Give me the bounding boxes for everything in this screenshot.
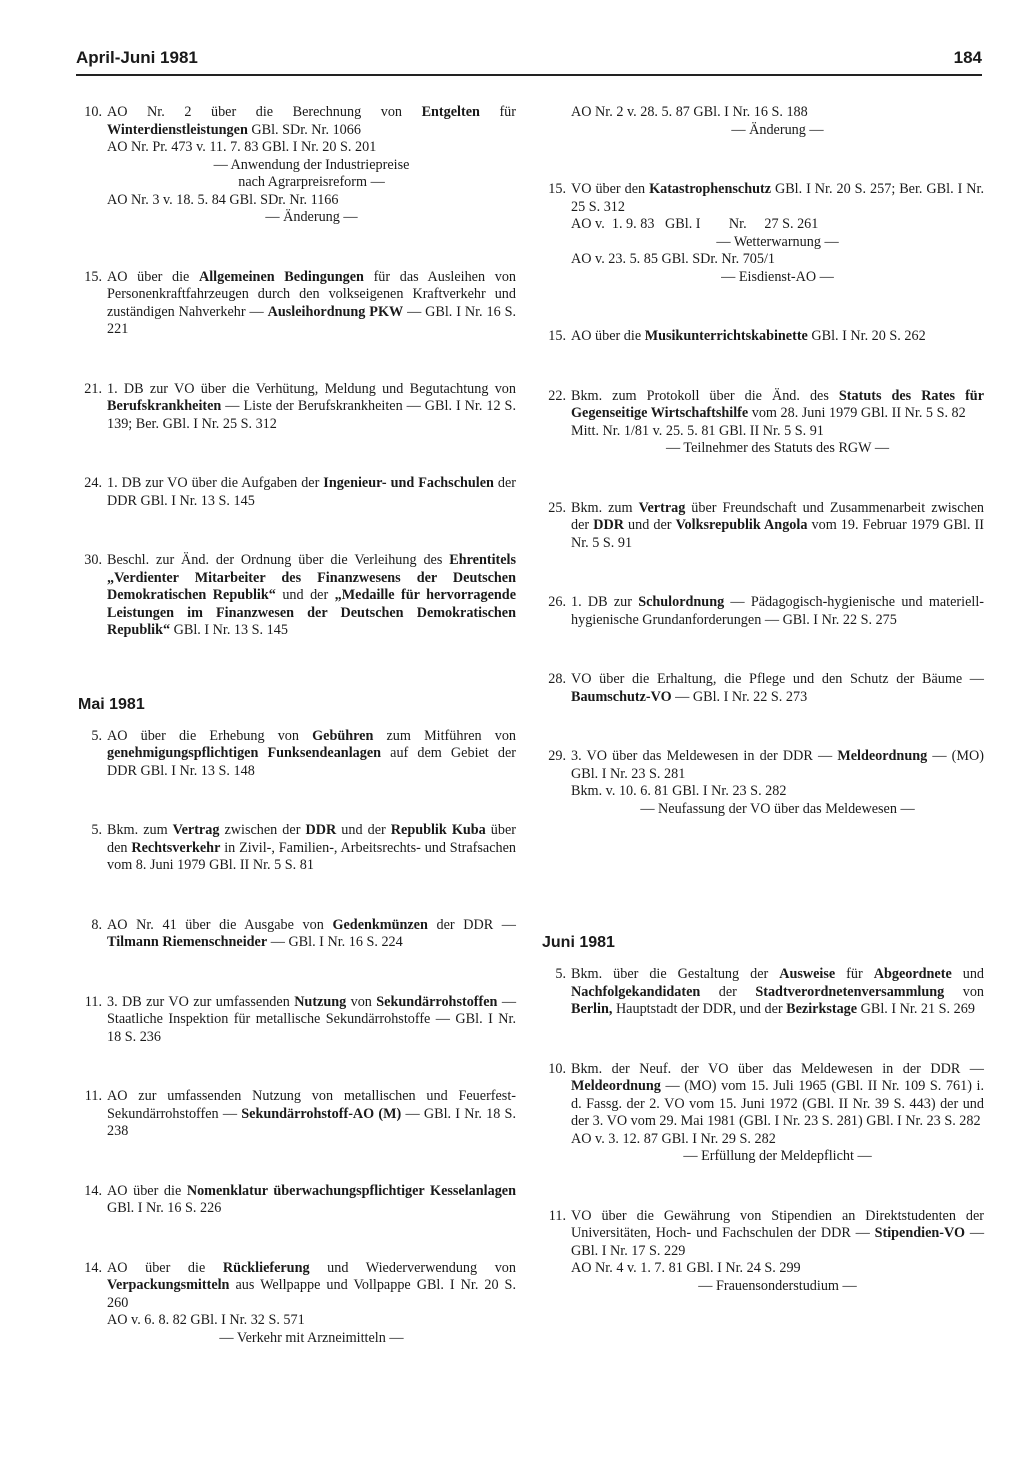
entry-april-24 — [76, 475, 516, 510]
entry-text: 1. DB zur VO über die Aufgaben der Ingenieur- und Fachschulen der DDR GBl. I Nr. 13 S. 145 — [107, 475, 516, 509]
section-heading-mai: Mai 1981 — [78, 695, 145, 713]
entry-number: 15. — [548, 181, 566, 197]
amendment-line: AO v. 1. 9. 83 GBl. I Nr. 27 S. 261 — [571, 216, 819, 232]
amendment-note: — Neufassung der VO über das Meldewesen — — [640, 800, 915, 817]
page-number: 184 — [953, 48, 982, 67]
entry-april-21 — [76, 381, 516, 434]
entry-text: VO über die Erhaltung, die Pflege und den Schutz der Bäume — Baumschutz-VO — GBl. I Nr. 22 S. 273 — [571, 671, 984, 705]
entry-text: AO über die Rücklieferung und Wiederverwendung von Verpackungsmitteln aus Wellpappe und Vollpappe GBl. I Nr. 20 S. 260 — [107, 1259, 516, 1311]
entry-text: AO über die Allgemeinen Bedingungen für das Ausleihen von Personenkraftfahrzeugen durch den volkseigenen Kraftverkehr und zuständigen Nahverkehr — Ausleihordnung PKW — GBl. I Nr. 16 S. 221 — [107, 268, 517, 337]
left-column — [76, 104, 516, 1347]
entry-april-29 — [540, 748, 984, 818]
entry-number: 5. — [91, 822, 102, 838]
entry-april-30 — [76, 552, 516, 640]
entry-text: Beschl. zur Änd. der Ordnung über die Verleihung des Ehrentitels „Verdienter Mitarbeiter des Finanzwesens der Deutschen Demokratischen Republik“ und der „Medaille für hervorragende Leistungen im Finanzwesen der Deutschen Demokratischen Republik“ GBl. I Nr. 13 S. 145 — [107, 552, 516, 638]
entry-juni-5 — [540, 966, 984, 1019]
entry-april-15-kat — [540, 181, 984, 286]
entry-text: AO über die Erhebung von Gebühren zum Mitführen von genehmigungspflichtigen Funksendeanlagen auf dem Gebiet der DDR GBl. I Nr. 13 S. 148 — [107, 727, 517, 779]
entry-april-28 — [540, 671, 984, 706]
amendment-note: — Änderung — — [731, 121, 824, 138]
amendment-line: AO Nr. 3 v. 18. 5. 84 GBl. SDr. Nr. 1166 — [107, 191, 339, 208]
entry-number: 15. — [84, 268, 102, 285]
entry-april-15 — [76, 269, 516, 339]
entry-text: AO zur umfassenden Nutzung von metallischen und Feuerfest-Sekundärrohstoffen — Sekundärrohstoff-AO (M) — GBl. I Nr. 18 S. 238 — [107, 1088, 516, 1139]
entry-number: 26. — [548, 594, 566, 610]
amendment-note: — Anwendung der Industriepreise — [213, 156, 410, 173]
entry-text: AO Nr. 41 über die Ausgabe von Gedenkmünzen der DDR — Tilmann Riemenschneider — GBl. I Nr. 16 S. 224 — [107, 916, 516, 950]
amendment-note: — Frauensonderstudium — — [698, 1277, 857, 1294]
section-heading-juni: Juni 1981 — [542, 934, 615, 951]
amendment-line: AO Nr. Pr. 473 v. 11. 7. 83 GBl. I Nr. 20 S. 201 — [107, 139, 377, 155]
amendment-line: AO v. 3. 12. 87 GBl. I Nr. 29 S. 282 — [571, 1130, 776, 1147]
entry-mai-14a — [76, 1183, 516, 1218]
amendment-note: — Eisdienst-AO — — [721, 268, 834, 285]
entry-text: 1. DB zur VO über die Verhütung, Meldung und Begutachtung von Berufskrankheiten — Liste der Berufskrankheiten — GBl. I Nr. 12 S. 139; Ber. GBl. I Nr. 25 S. 312 — [107, 380, 516, 432]
entry-text: AO Nr. 2 über die Berechnung von Entgelten für Winterdienstleistungen GBl. SDr. Nr. 1066 — [107, 104, 516, 138]
entry-text: AO über die Nomenklatur überwachungspflichtiger Kesselanlagen GBl. I Nr. 16 S. 226 — [107, 1182, 516, 1216]
entry-april-26 — [540, 594, 984, 629]
entry-continuation — [540, 104, 984, 139]
entry-text: Bkm. zum Protokoll über die Änd. des Statuts des Rates für Gegenseitige Wirtschaftshilfe vom 28. Juni 1979 GBl. II Nr. 5 S. 82 — [571, 387, 984, 421]
amendment-note: — Änderung — — [265, 209, 358, 225]
entry-number: 30. — [84, 552, 102, 568]
entry-mai-14b — [76, 1260, 516, 1348]
amendment-note: — Verkehr mit Arzneimitteln — — [219, 1329, 404, 1346]
entry-text: Bkm. über die Gestaltung der Ausweise für Abgeordnete und Nachfolgekandidaten der Stadtverordnetenversammlung von Berlin, Hauptstadt der DDR, und der Bezirkstage GBl. I Nr. 21 S. 269 — [571, 966, 985, 1017]
entry-juni-10 — [540, 1061, 984, 1166]
entry-juni-11 — [540, 1208, 984, 1296]
entry-mai-8 — [76, 917, 516, 952]
entry-number: 11. — [84, 993, 102, 1010]
amendment-line: AO Nr. 2 v. 28. 5. 87 GBl. I Nr. 16 S. 188 — [571, 104, 808, 120]
entry-number: 25. — [548, 499, 566, 516]
amendment-line: Mitt. Nr. 1/81 v. 25. 5. 81 GBl. II Nr. 5 S. 91 — [571, 422, 824, 439]
entry-text: 3. DB zur VO zur umfassenden Nutzung von Sekundärrohstoffen — Staatliche Inspektion für metallische Sekundärrohstoffe — GBl. I Nr. 18 S. 236 — [107, 993, 517, 1045]
entry-number: 14. — [84, 1259, 102, 1276]
amendment-note: — Erfüllung der Meldepflicht — — [683, 1148, 872, 1164]
entry-number: 24. — [84, 475, 102, 491]
entry-mai-11a — [76, 994, 516, 1047]
entry-number: 11. — [548, 1207, 566, 1224]
entry-text: 1. DB zur Schulordnung — Pädagogisch-hygienische und materiell-hygienische Grundanforderungen — GBl. I Nr. 22 S. 275 — [571, 594, 984, 628]
running-header — [76, 44, 982, 76]
entry-number: 21. — [84, 380, 102, 397]
entry-text: AO über die Musikunterrichtskabinette GBl. I Nr. 20 S. 262 — [571, 328, 926, 344]
entry-number: 29. — [548, 748, 566, 764]
amendment-note: nach Agrarpreisreform — — [238, 174, 385, 190]
entry-text: VO über den Katastrophenschutz GBl. I Nr. 20 S. 257; Ber. GBl. I Nr. 25 S. 312 — [571, 181, 984, 215]
entry-number: 5. — [555, 966, 566, 982]
amendment-line: AO v. 23. 5. 85 GBl. SDr. Nr. 705/1 — [571, 251, 776, 267]
right-column — [540, 104, 984, 1295]
amendment-line: AO v. 6. 8. 82 GBl. I Nr. 32 S. 571 — [107, 1312, 305, 1328]
entry-april-15-musik — [540, 328, 984, 346]
entry-mai-5b — [76, 822, 516, 875]
entry-mai-11b — [76, 1088, 516, 1141]
entry-number: 28. — [548, 671, 566, 687]
entry-number: 5. — [91, 727, 102, 744]
header-title: April-Juni 1981 — [76, 48, 198, 67]
amendment-line: AO Nr. 4 v. 1. 7. 81 GBl. I Nr. 24 S. 299 — [571, 1260, 801, 1276]
entry-number: 22. — [548, 387, 566, 404]
entry-number: 14. — [84, 1182, 102, 1199]
amendment-note: — Teilnehmer des Statuts des RGW — — [665, 440, 890, 456]
entry-number: 15. — [548, 328, 566, 344]
entry-number: 10. — [84, 104, 102, 120]
entry-text: 3. VO über das Meldewesen in der DDR — Meldeordnung — (MO) GBl. I Nr. 23 S. 281 — [571, 748, 984, 782]
entry-number: 11. — [84, 1088, 102, 1104]
amendment-line: Bkm. v. 10. 6. 81 GBl. I Nr. 23 S. 282 — [571, 783, 787, 799]
amendment-note: — Wetterwarnung — — [716, 233, 839, 250]
entry-april-10 — [76, 104, 516, 227]
entry-april-22 — [540, 388, 984, 458]
entry-text: Bkm. zum Vertrag über Freundschaft und Zusammenarbeit zwischen der DDR und der Volksrepublik Angola vom 19. Februar 1979 GBl. II Nr. 5 S. 91 — [571, 499, 984, 551]
entry-text: VO über die Gewährung von Stipendien an Direktstudenten der Universitäten, Hoch- und Fachschulen der DDR — Stipendien-VO — GBl. I Nr. 17 S. 229 — [571, 1207, 985, 1259]
entry-number: 10. — [548, 1060, 566, 1077]
entry-mai-5a — [76, 728, 516, 781]
entry-text: Bkm. zum Vertrag zwischen der DDR und der Republik Kuba über den Rechtsverkehr in Zivil-, Familien-, Arbeitsrechts- und Strafsachen vom 8. Juni 1979 GBl. II Nr. 5 S. 81 — [107, 822, 516, 873]
entry-april-25 — [540, 500, 984, 553]
entry-number: 8. — [91, 916, 102, 933]
entry-text: Bkm. der Neuf. der VO über das Meldewesen in der DDR — Meldeordnung — (MO) vom 15. Juli 1965 (GBl. II Nr. 109 S. 761) i. d. Fassg. der 2. VO vom 15. Juni 1972 (GBl. II Nr. 39 S. 443) der und der 3. VO vom 29. Mai 1981 (GBl. I Nr. 23 S. 281) GBl. I Nr. 23 S. 282 — [571, 1060, 984, 1129]
